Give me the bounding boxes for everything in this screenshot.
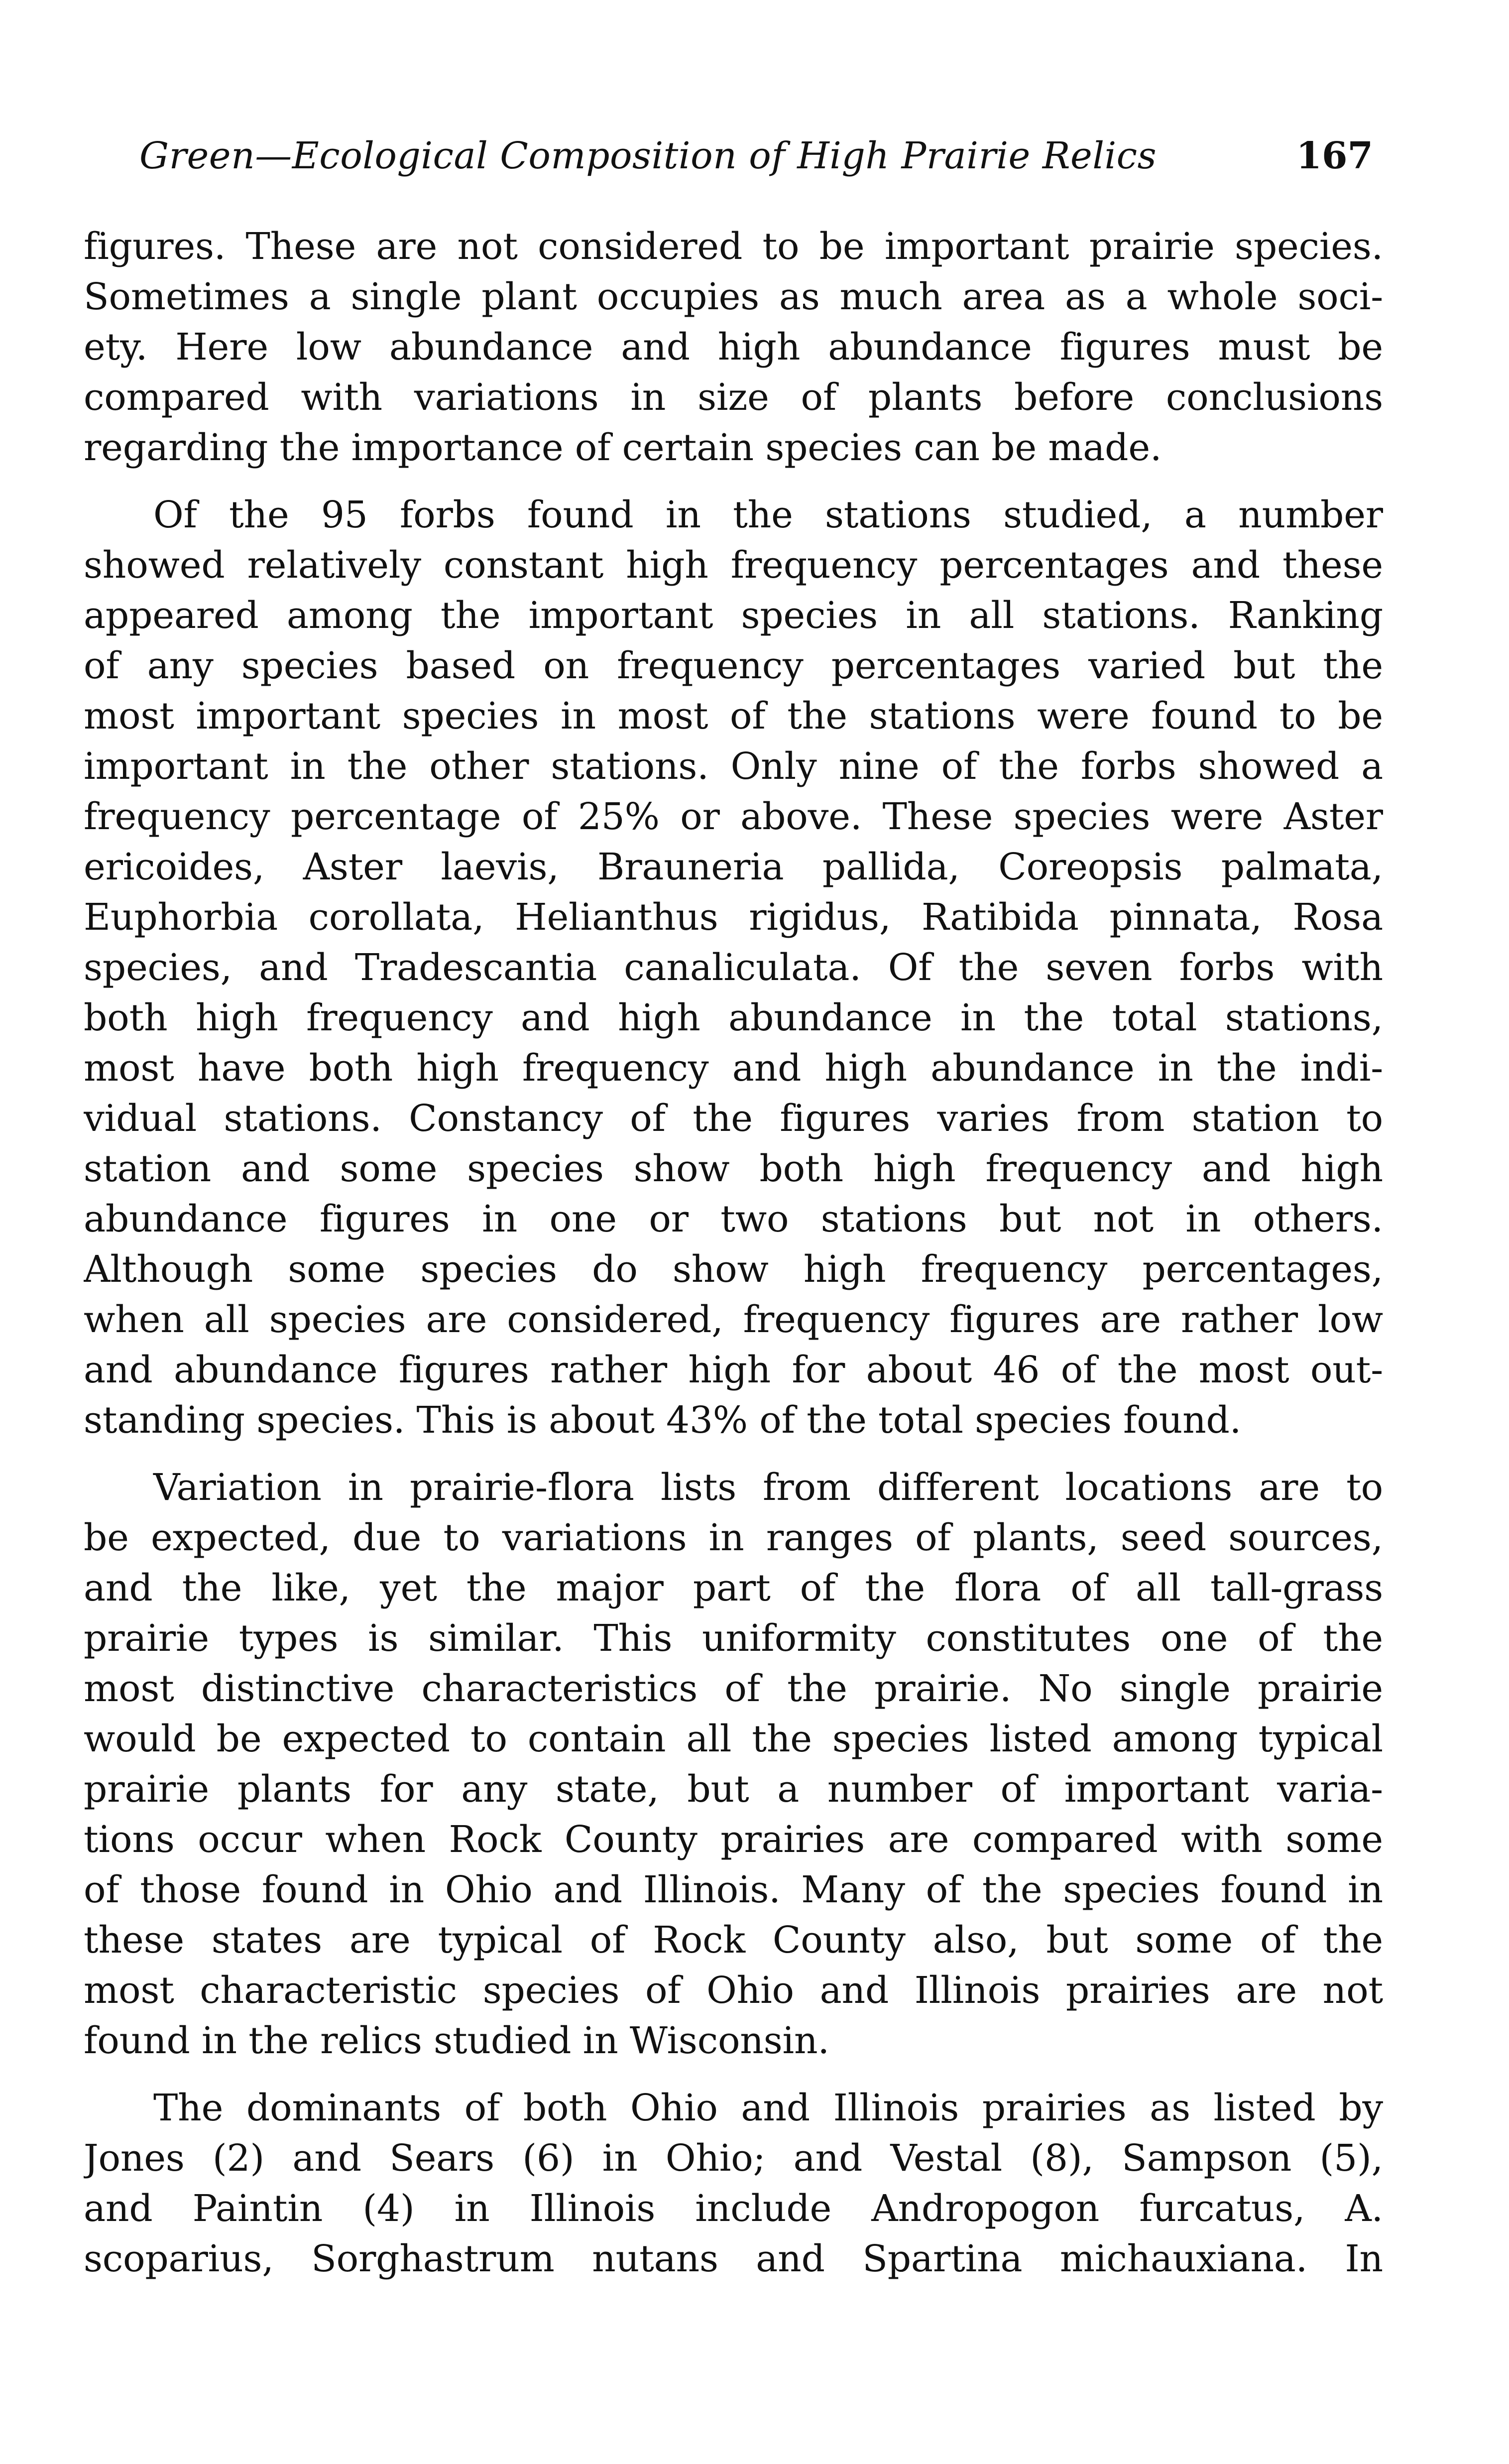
text-line: and abundance figures rather high for about 46 of the most out- <box>84 1349 1383 1391</box>
page-number: 167 <box>1296 134 1373 177</box>
text-line: be expected, due to variations in ranges of plants, seed sources, <box>84 1516 1383 1559</box>
text-line: standing species. This is about 43% of the total species found. <box>84 1399 1242 1442</box>
text-line: showed relatively constant high frequency percentages and these <box>84 544 1383 587</box>
text-line: most important species in most of the stations were found to be <box>84 695 1383 738</box>
text-line: both high frequency and high abundance in the total stations, <box>84 996 1383 1039</box>
paragraph-gap <box>84 473 1383 490</box>
text-line: most have both high frequency and high abundance in the indi- <box>84 1047 1383 1090</box>
book-page <box>84 134 1383 2284</box>
paragraph-4 <box>84 2083 1383 2284</box>
running-head <box>84 134 1383 199</box>
text-line: ericoides, Aster laevis, Brauneria pallida, Coreopsis palmata, <box>84 846 1383 888</box>
text-line: prairie plants for any state, but a number of important varia- <box>84 1768 1383 1811</box>
text-line: scoparius, Sorghastrum nutans and Spartina michauxiana. In <box>84 2237 1383 2280</box>
paragraph-gap <box>84 1446 1383 1463</box>
text-line: ety. Here low abundance and high abundance figures must be <box>84 326 1383 369</box>
text-line: and Paintin (4) in Illinois include Andropogon furcatus, A. <box>84 2187 1383 2230</box>
text-line: Euphorbia corollata, Helianthus rigidus, Ratibida pinnata, Rosa <box>84 896 1383 939</box>
text-line: figures. These are not considered to be important prairie species. <box>84 225 1383 268</box>
text-line: when all species are considered, frequency figures are rather low <box>84 1298 1383 1341</box>
text-line: Sometimes a single plant occupies as much area as a whole soci- <box>84 275 1383 318</box>
text-line: Of the 95 forbs found in the stations studied, a number <box>153 493 1383 536</box>
text-line: Jones (2) and Sears (6) in Ohio; and Vestal (8), Sampson (5), <box>84 2137 1383 2180</box>
text-line: abundance figures in one or two stations but not in others. <box>84 1198 1383 1240</box>
paragraph-gap <box>84 2066 1383 2083</box>
text-line: Although some species do show high frequency percentages, <box>84 1248 1383 1291</box>
text-line: most characteristic species of Ohio and Illinois prairies are not <box>84 1969 1383 2012</box>
text-line: and the like, yet the major part of the flora of all tall-grass <box>84 1567 1383 1609</box>
text-line: station and some species show both high frequency and high <box>84 1147 1383 1190</box>
text-line: frequency percentage of 25% or above. These species were Aster <box>84 795 1383 838</box>
text-line: vidual stations. Constancy of the figures varies from station to <box>84 1097 1383 1140</box>
running-title: Green—Ecological Composition of High Prairie Relics <box>139 134 1157 177</box>
text-line: prairie types is similar. This uniformity constitutes one of the <box>84 1617 1383 1660</box>
text-line: found in the relics studied in Wisconsin. <box>84 2019 829 2062</box>
text-line: tions occur when Rock County prairies are compared with some <box>84 1818 1383 1861</box>
paragraph-3 <box>84 1463 1383 2066</box>
text-line: The dominants of both Ohio and Illinois prairies as listed by <box>153 2087 1383 2129</box>
text-line: important in the other stations. Only nine of the forbs showed a <box>84 745 1383 788</box>
paragraph-2 <box>84 490 1383 1446</box>
text-line: of any species based on frequency percentages varied but the <box>84 644 1383 687</box>
text-line: these states are typical of Rock County also, but some of the <box>84 1919 1383 1962</box>
text-line: regarding the importance of certain species can be made. <box>84 426 1162 469</box>
paragraph-1 <box>84 222 1383 473</box>
text-line: most distinctive characteristics of the prairie. No single prairie <box>84 1667 1383 1710</box>
text-line: species, and Tradescantia canaliculata. Of the seven forbs with <box>84 946 1383 989</box>
text-line: appeared among the important species in all stations. Ranking <box>84 594 1383 637</box>
text-line: of those found in Ohio and Illinois. Many of the species found in <box>84 1868 1383 1911</box>
text-line: would be expected to contain all the species listed among typical <box>84 1718 1383 1760</box>
text-line: compared with variations in size of plants before conclusions <box>84 376 1383 419</box>
text-line: Variation in prairie-flora lists from different locations are to <box>153 1466 1383 1509</box>
